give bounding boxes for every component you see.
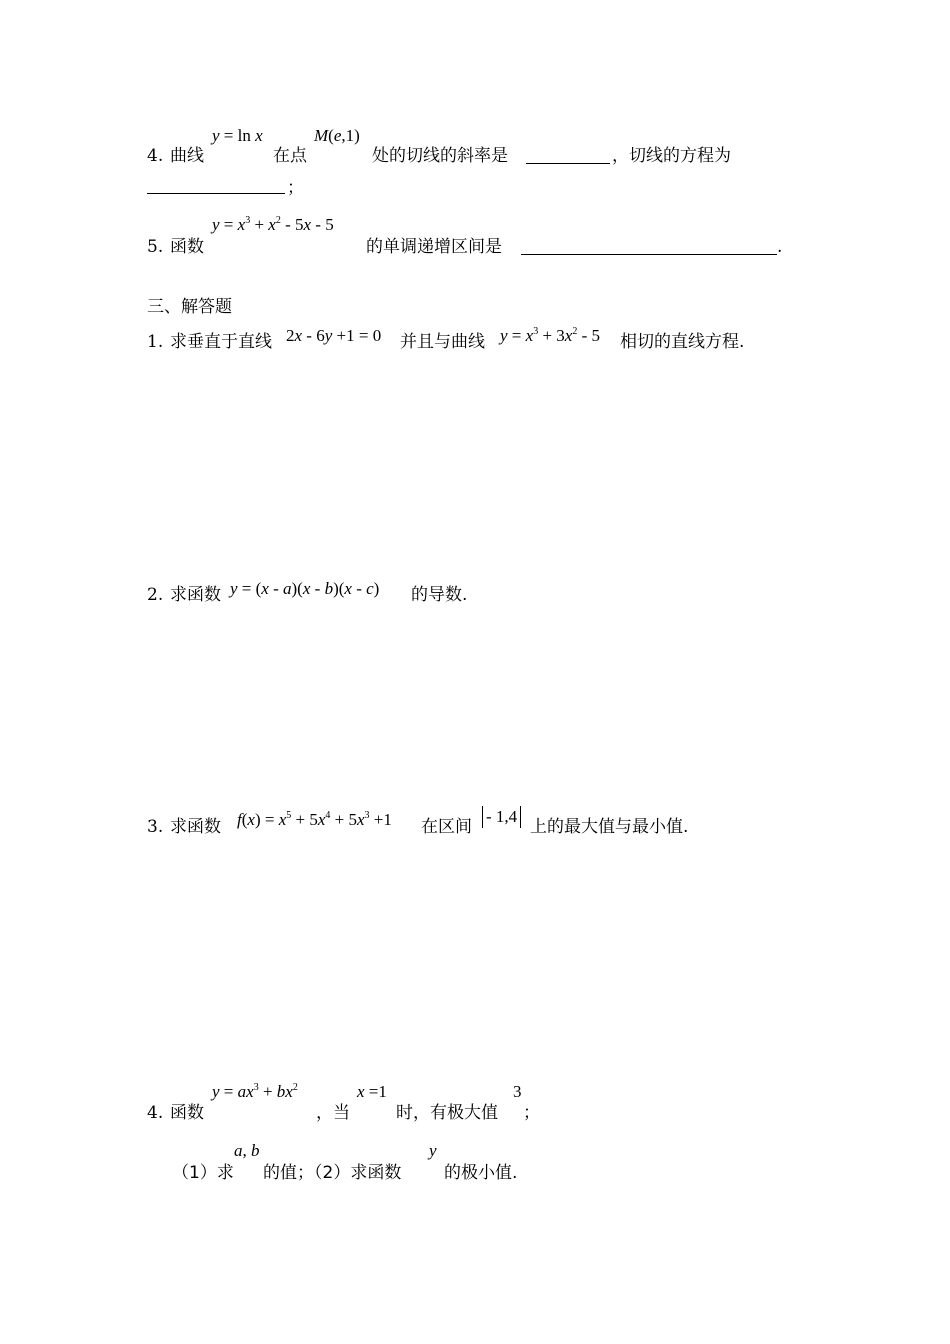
- problem-3-text-3: 上的最大值与最小值.: [530, 817, 689, 837]
- problem-2-text-1: 求函数: [170, 585, 221, 605]
- problem-4-text-1: 函数: [170, 1103, 204, 1123]
- problem-2-number: 2.: [147, 585, 164, 605]
- problem-3-text-2: 在区间: [421, 817, 472, 837]
- problem-4-text-2: ，当: [316, 1103, 350, 1123]
- section-title: 三、解答题: [147, 297, 232, 317]
- problem-1-text-3: 相切的直线方程.: [620, 332, 745, 352]
- problem-4-formula-value: 3: [513, 1082, 522, 1101]
- fill-q5-answer-blank[interactable]: [521, 239, 777, 255]
- fill-q4-text-5: ；: [287, 178, 304, 198]
- fill-q5-text-2: 的单调递增区间是: [366, 237, 502, 257]
- fill-q4-answer-blank-2[interactable]: [147, 178, 285, 194]
- fill-q5-text-1: 函数: [170, 237, 204, 257]
- problem-4-subquestion-2: 的值；（2）求函数: [263, 1163, 402, 1183]
- problem-4-formula-y: y: [429, 1141, 437, 1160]
- fill-q4-text-4: ，切线的方程为: [612, 146, 731, 166]
- fill-q4-text-3: 处的切线的斜率是: [372, 146, 508, 166]
- fill-q4-answer-blank-1[interactable]: [526, 148, 610, 164]
- fill-q4-formula-curve: y = ln x: [212, 126, 263, 145]
- problem-4-subquestion-3: 的极小值.: [444, 1163, 518, 1183]
- problem-4-formula-function: $y = ax^3 + bx^2$: [212, 1082, 298, 1101]
- fill-q5-period: .: [777, 237, 783, 257]
- problem-3-number: 3.: [147, 817, 164, 837]
- problem-3-formula-interval: - 1,4: [482, 806, 521, 828]
- problem-4-number: 4.: [147, 1103, 164, 1123]
- problem-1-text-2: 并且与曲线: [400, 332, 485, 352]
- fill-q5-formula: $y = x^3 + x^2 - 5x - 5$: [212, 215, 334, 234]
- fill-q5-number: 5.: [147, 237, 164, 257]
- problem-1-formula-curve: $y = x^3 + 3x^2 - 5$: [500, 326, 600, 345]
- problem-1-formula-line: 2x - 6y +1 = 0: [286, 326, 382, 345]
- problem-1-number: 1.: [147, 332, 164, 352]
- problem-4-text-3: 时，有极大值: [396, 1103, 498, 1123]
- problem-4-text-4: ；: [523, 1103, 540, 1123]
- problem-3-text-1: 求函数: [170, 817, 221, 837]
- problem-2-text-2: 的导数.: [411, 585, 468, 605]
- fill-q4-formula-point: M(e,1): [314, 126, 360, 145]
- fill-q4-text-2: 在点: [273, 146, 307, 166]
- problem-2-formula: y = (x - a)(x - b)(x - c): [230, 579, 380, 598]
- problem-4-subquestion-1: （1）求: [172, 1163, 234, 1183]
- problem-4-formula-x: x =1: [357, 1082, 387, 1101]
- problem-4-formula-ab: a, b: [234, 1141, 260, 1160]
- fill-q4-number: 4.: [147, 146, 164, 166]
- problem-3-formula-function: $f(x) = x^5 + 5x^4 + 5x^3 +1$: [237, 810, 392, 829]
- fill-q4-text-1: 曲线: [170, 146, 204, 166]
- problem-1-text-1: 求垂直于直线: [170, 332, 272, 352]
